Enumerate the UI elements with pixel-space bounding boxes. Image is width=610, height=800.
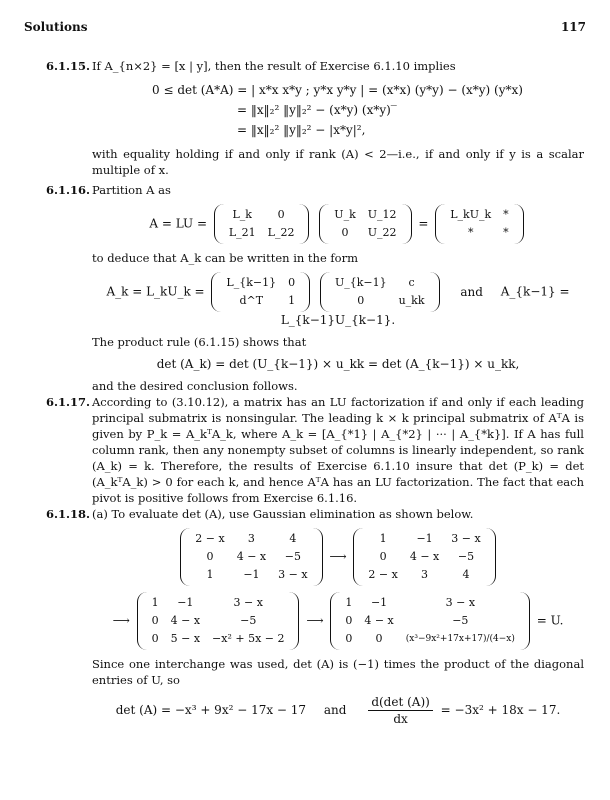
matrix-cell: 4 xyxy=(289,532,297,545)
matrix-cell: −5 xyxy=(240,614,257,627)
matrix-cell: * xyxy=(467,226,474,239)
matrix-cell: 2 − x xyxy=(195,532,225,545)
matrix-cell: 1 xyxy=(345,596,353,609)
matrix-cell: (x³−9x²+17x+17)/(4−x) xyxy=(405,634,515,644)
exercise-intro: Partition A as xyxy=(92,183,171,197)
matrix-cell: 4 − x xyxy=(236,550,267,563)
matrix-cell: d^T xyxy=(239,294,264,307)
matrix-U xyxy=(319,204,411,244)
fraction-denominator: dx xyxy=(393,712,408,726)
matrix-cell: u_kk xyxy=(398,294,425,307)
matrix-step-3 xyxy=(137,592,300,650)
exercise-number: 6.1.18. xyxy=(46,507,91,521)
equation-product-rule: det (A_k) = det (U_{k−1}) × u_kk = det (A_{k−1}) × u_kk, xyxy=(156,357,520,371)
exercise-outro: with equality holding if and only if rank (A) < 2—i.e., if and only if y is a scalar multiple of x. xyxy=(92,147,584,177)
matrix-cell: 1 xyxy=(288,294,296,307)
matrix-cell: U_12 xyxy=(367,208,397,221)
derivative-fraction xyxy=(368,694,433,727)
conjunction-and: and xyxy=(460,284,483,299)
matrix-interchanged xyxy=(353,528,495,586)
matrix-cell: 3 xyxy=(421,568,429,581)
matrix-cell: 0 xyxy=(206,550,214,563)
exercise-number: 6.1.15. xyxy=(46,59,91,73)
exercise-6-1-18 xyxy=(46,506,584,727)
exercise-text: to deduce that A_k can be written in the form xyxy=(92,251,358,265)
equation-line: = ‖x‖₂² ‖y‖₂² − (x*y) (x*y)‾ xyxy=(237,103,397,117)
fraction-numerator: d(det (A)) xyxy=(368,694,433,711)
matrix-cell: 1 xyxy=(151,596,159,609)
matrix-cell: 3 − x xyxy=(278,568,308,581)
conjunction-and: and xyxy=(323,703,347,717)
equation-lu-partition xyxy=(92,204,584,244)
matrix-cell: L_21 xyxy=(228,226,256,239)
matrix-cell: 3 xyxy=(247,532,255,545)
matrix-A-minus-xI xyxy=(180,528,322,586)
exercise-text: According to (3.10.12), a matrix has an LU factorization if and only if each leading principal submatrix is nonsingular. The leading k × k principal submatrix of AᵀA is given by P_k = A_kᵀA_k, where A_k = [A_{*1} | A_{*2} | ··· | A_{*k}]. If A has full column rank, then any nonempty subset of columns is linearly independent, so rank (A_k) = k. Therefore, the results of Exercise 6.1.10 insure that det (P_k) = det (A_kᵀA_k) > 0 for each k, and hence AᵀA has an LU factorization. The fact that each pivot is positive follows from Exercise 6.1.16. xyxy=(92,395,584,505)
matrix-cell: 0 xyxy=(151,614,159,627)
matrix-cell: 4 − x xyxy=(170,614,201,627)
matrix-cell: 1 xyxy=(206,568,214,581)
matrix-L-k xyxy=(211,272,310,312)
exercise-intro: If A_{n×2} = [x | y], then the result of Exercise 6.1.10 implies xyxy=(92,59,456,73)
det-polynomial: det (A) = −x³ + 9x² − 17x − 17 xyxy=(115,703,307,717)
matrix-cell: 4 xyxy=(462,568,470,581)
matrix-cell: 0 xyxy=(345,614,353,627)
matrix-cell: * xyxy=(503,226,509,239)
matrix-cell: 4 − x xyxy=(364,614,394,627)
header-section-title: Solutions xyxy=(24,20,88,34)
equation-lhs: A = LU = xyxy=(149,216,208,231)
matrix-cell: U_22 xyxy=(367,226,397,239)
matrix-product xyxy=(435,204,523,244)
exercise-text: Since one interchange was used, det (A) is (−1) times the product of the diagonal entries of U, so xyxy=(92,657,584,687)
matrix-cell: 1 xyxy=(379,532,387,545)
elimination-step-2 xyxy=(92,592,584,650)
derivative-result: = −3x² + 18x − 17. xyxy=(440,703,561,717)
exercise-intro: (a) To evaluate det (A), use Gaussian elimination as shown below. xyxy=(92,507,474,521)
matrix-cell: * xyxy=(503,208,509,221)
exercise-outro: and the desired conclusion follows. xyxy=(92,379,298,393)
matrix-cell: −5 xyxy=(457,550,475,563)
matrix-cell: −1 xyxy=(243,568,260,581)
exercise-number: 6.1.16. xyxy=(46,183,91,197)
matrix-cell: 0 xyxy=(379,550,387,563)
matrix-cell: −5 xyxy=(284,550,301,563)
matrix-cell: −1 xyxy=(416,532,433,545)
page-header xyxy=(24,20,586,40)
equals-U: = U. xyxy=(536,613,564,628)
matrix-cell: −x² + 5x − 2 xyxy=(212,632,285,645)
matrix-cell: 0 xyxy=(375,632,383,645)
matrix-cell: L_22 xyxy=(267,226,295,239)
exercise-6-1-17 xyxy=(46,394,584,506)
matrix-cell: U_k xyxy=(334,208,356,221)
matrix-cell: c xyxy=(408,276,415,289)
matrix-cell: −5 xyxy=(452,614,469,627)
exercise-6-1-16 xyxy=(46,182,584,394)
arrow-icon: ⟶ xyxy=(306,613,324,628)
arrow-icon: ⟶ xyxy=(112,613,130,628)
exercise-6-1-15 xyxy=(46,58,584,178)
matrix-cell: −1 xyxy=(370,596,388,609)
matrix-cell: U_{k−1} xyxy=(334,276,387,289)
matrix-cell: 0 xyxy=(288,276,296,289)
equation-line: 0 ≤ det (A*A) = | x*x x*y ; y*x y*y | = (x*x) (y*y) − (x*y) (y*x) xyxy=(152,83,523,97)
equation-rhs: A_{k−1} = L_{k−1}U_{k−1}. xyxy=(280,284,570,327)
matrix-U-k xyxy=(320,272,440,312)
equation-block xyxy=(152,80,584,140)
matrix-cell: 3 − x xyxy=(451,532,481,545)
equation-lhs: A_k = L_kU_k = xyxy=(106,284,205,299)
matrix-U xyxy=(330,592,530,650)
matrix-cell: 3 − x xyxy=(233,596,263,609)
matrix-cell: 0 xyxy=(277,208,285,221)
matrix-cell: 3 − x xyxy=(445,596,476,609)
equation-line: = ‖x‖₂² ‖y‖₂² − |x*y|², xyxy=(237,123,366,137)
matrix-cell: −1 xyxy=(177,596,194,609)
exercise-number: 6.1.17. xyxy=(46,395,91,409)
equation-final xyxy=(92,694,584,727)
matrix-cell: 0 xyxy=(151,632,159,645)
elimination-step-1 xyxy=(92,528,584,586)
matrix-cell: 0 xyxy=(341,226,349,239)
matrix-cell: 4 − x xyxy=(409,550,440,563)
matrix-cell: 0 xyxy=(357,294,365,307)
page-number: 117 xyxy=(560,20,586,34)
exercise-text: The product rule (6.1.15) shows that xyxy=(92,335,307,349)
matrix-cell: 5 − x xyxy=(170,632,201,645)
arrow-icon: ⟶ xyxy=(329,549,347,564)
matrix-cell: L_{k−1} xyxy=(226,276,277,289)
matrix-cell: L_kU_k xyxy=(450,208,492,221)
equation-ak-form xyxy=(92,272,584,328)
matrix-cell: 0 xyxy=(345,632,353,645)
matrix-cell: 2 − x xyxy=(368,568,398,581)
matrix-L xyxy=(214,204,310,244)
equals-sign: = xyxy=(418,216,429,231)
matrix-cell: L_k xyxy=(232,208,252,221)
page-content xyxy=(46,58,584,733)
